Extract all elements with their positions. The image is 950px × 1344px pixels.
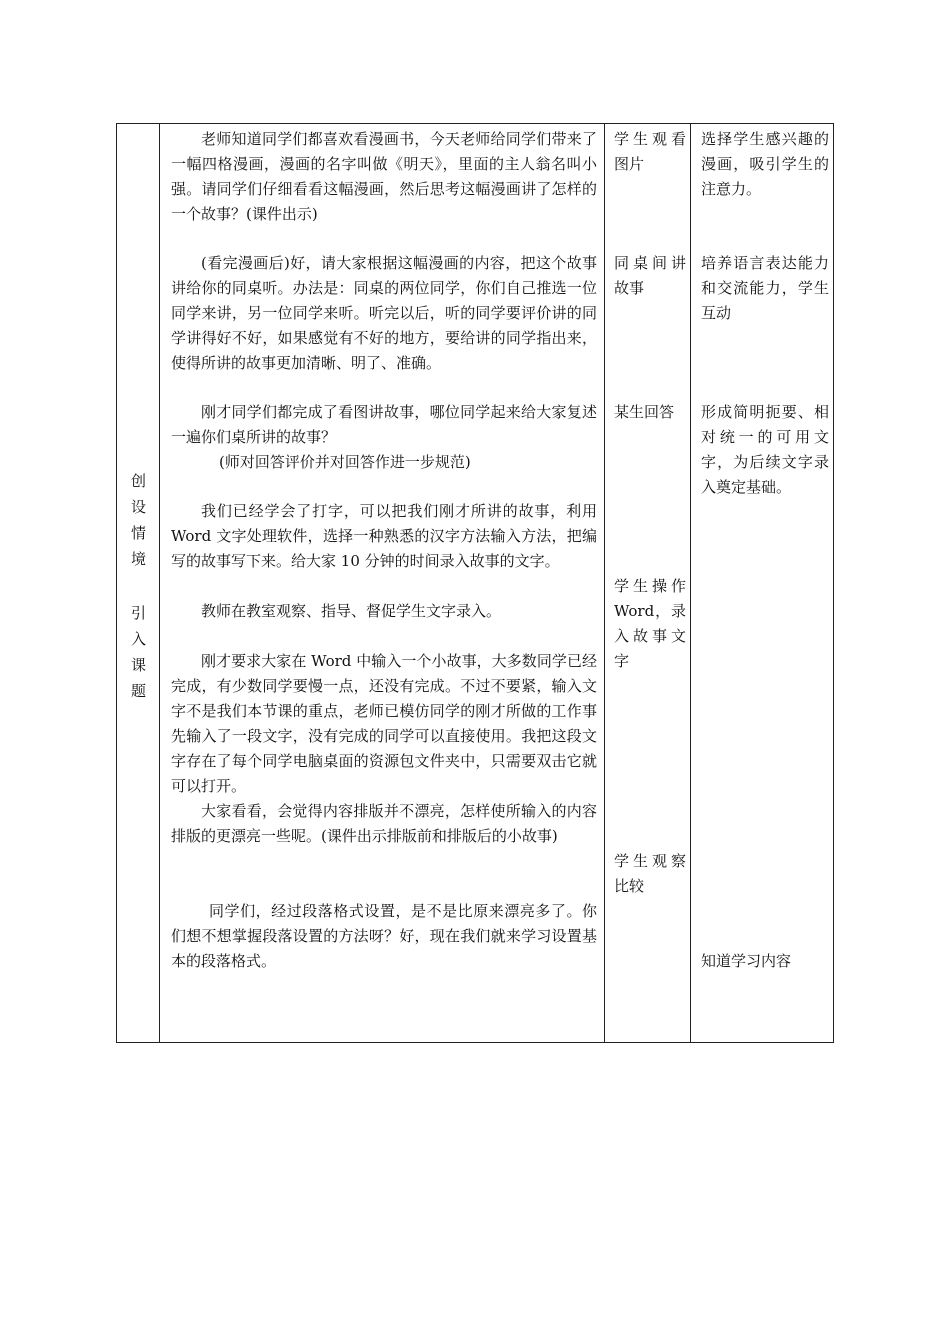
stage-column	[117, 124, 160, 1042]
student-activity: 某生回答	[614, 403, 675, 421]
teacher-paragraph: 刚才同学们都完成了看图讲故事，哪位同学起来给大家复述一遍你们桌所讲的故事？	[171, 403, 597, 446]
design-intent: 形成简明扼要、相对统一的可用文字，为后续文字录入奠定基础。	[701, 403, 829, 496]
teacher-paragraph: (师对回答评价并对回答作进一步规范)	[219, 453, 471, 471]
stage-spacer	[117, 572, 160, 600]
lesson-plan-table	[116, 123, 834, 1043]
design-intent: 培养语言表达能力和交流能力，学生互动	[701, 254, 829, 322]
teacher-paragraph: 老师知道同学们都喜欢看漫画书，今天老师给同学们带来了一幅四格漫画，漫画的名字叫做《明天》，里面的主人翁名叫小强。请同学们仔细看看这幅漫画，然后思考这幅漫画讲了怎样的一个故事？(课件出示)	[171, 130, 597, 223]
teacher-paragraph: 教师在教室观察、指导、督促学生文字录入。	[201, 602, 502, 620]
stage-char: 设	[130, 498, 146, 516]
stage-char: 情	[130, 524, 146, 542]
teacher-paragraph: 同学们，经过段落格式设置，是不是比原来漂亮多了。你们想不想掌握段落设置的方法呀？好，现在我们就来学习设置基本的段落格式。	[171, 902, 597, 970]
stage-char: 创	[130, 472, 146, 490]
student-activity-column	[605, 124, 691, 1042]
design-intent: 选择学生感兴趣的漫画，吸引学生的注意力。	[701, 130, 829, 198]
teacher-paragraph: 大家看看，会觉得内容排版并不漂亮，怎样使所输入的内容排版的更漂亮一些呢。(课件出示排版前和排版后的小故事)	[171, 802, 597, 845]
stage-char: 入	[130, 630, 146, 648]
student-activity: 学生观察比较	[614, 852, 686, 895]
teacher-paragraph: 刚才要求大家在 Word 中输入一个小故事，大多数同学已经完成，有少数同学要慢一点，还没有完成。不过不要紧，输入文字不是我们本节课的重点，老师已模仿同学的刚才所做的工作事先输入了一段文字，没有完成的同学可以直接使用。我把这段文字存在了每个同学电脑桌面的资源包文件夹中，只需要双击它就可以打开。	[171, 652, 597, 795]
design-intent: 知道学习内容	[701, 952, 792, 970]
stage-char: 课	[130, 656, 146, 674]
teacher-paragraph: 我们已经学会了打字，可以把我们刚才所讲的故事，利用 Word 文字处理软件，选择一种熟悉的汉字方法输入方法，把编写的故事写下来。给大家 10 分钟的时间录入故事的文字。	[171, 502, 597, 570]
student-activity: 学生操作 Word，录入故事文字	[614, 577, 686, 670]
student-activity: 学生观看图片	[614, 130, 686, 173]
teacher-activity-column	[160, 124, 605, 1042]
teacher-paragraph: (看完漫画后)好，请大家根据这幅漫画的内容，把这个故事讲给你的同桌听。办法是：同桌的两位同学，你们自己推选一位同学来讲，另一位同学来听。听完以后，听的同学要评价讲的同学讲得好不好，如果感觉有不好的地方，要给讲的同学指出来，使得所讲的故事更加清晰、明了、准确。	[171, 254, 597, 372]
design-intent-column	[691, 124, 832, 1042]
stage-label	[117, 468, 160, 704]
stage-char: 境	[130, 550, 146, 568]
stage-char: 引	[130, 604, 146, 622]
student-activity: 同桌间讲故事	[614, 254, 686, 297]
stage-char: 题	[130, 682, 146, 700]
